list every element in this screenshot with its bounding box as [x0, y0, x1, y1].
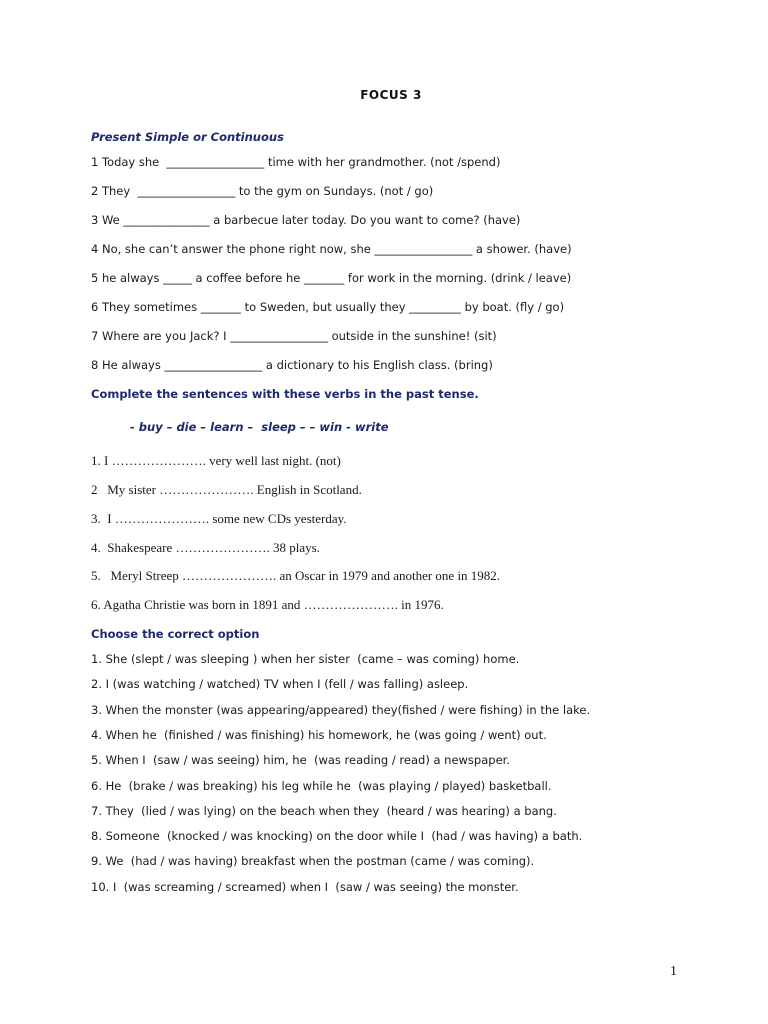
exercise-item: 3 We _______________ a barbecue later today. Do you want to come? (have) — [91, 213, 521, 227]
exercise-item: 6 They sometimes _______ to Sweden, but usually they _________ by boat. (fly / go) — [91, 300, 565, 314]
exercise-item: 5. When I (saw / was seeing) him, he (was reading / read) a newspaper. — [91, 753, 510, 767]
exercise-item: 2. I (was watching / watched) TV when I (fell / was falling) asleep. — [91, 677, 469, 691]
exercise-item: 2 My sister …………………. English in Scotland. — [91, 482, 362, 497]
exercise-item: 6. He (brake / was breaking) his leg while he (was playing / played) basketball. — [91, 779, 552, 793]
exercise-item: 6. Agatha Christie was born in 1891 and …………………. in 1976. — [91, 597, 444, 612]
exercise-item: 8. Someone (knocked / was knocking) on the door while I (had / was having) a bath. — [91, 829, 583, 843]
section-heading-past-tense: Complete the sentences with these verbs in the past tense. — [91, 387, 479, 401]
exercise-item: 7. They (lied / was lying) on the beach when they (heard / was hearing) a bang. — [91, 804, 557, 818]
exercise-item: 1. I …………………. very well last night. (not) — [91, 453, 341, 468]
exercise-item: 9. We (had / was having) breakfast when the postman (came / was coming). — [91, 854, 535, 868]
exercise-item: 10. I (was screaming / screamed) when I (saw / was seeing) the monster. — [91, 880, 519, 894]
verb-list: - buy – die – learn – sleep – – win - write — [130, 420, 389, 434]
page-title: FOCUS 3 — [360, 88, 422, 102]
exercise-item: 7 Where are you Jack? I _________________ outside in the sunshine! (sit) — [91, 329, 497, 343]
exercise-item: 2 They _________________ to the gym on Sundays. (not / go) — [91, 184, 434, 198]
exercise-item: 5 he always _____ a coffee before he _______ for work in the morning. (drink / leave) — [91, 271, 572, 285]
exercise-item: 4 No, she can’t answer the phone right now, she _________________ a shower. (have) — [91, 242, 572, 256]
exercise-item: 8 He always _________________ a dictionary to his English class. (bring) — [91, 358, 493, 372]
page-number: 1 — [670, 964, 677, 979]
exercise-item: 3. I …………………. some new CDs yesterday. — [91, 511, 347, 526]
exercise-item: 4. When he (finished / was finishing) his homework, he (was going / went) out. — [91, 728, 547, 742]
exercise-item: 3. When the monster (was appearing/appeared) they(fished / were fishing) in the lake. — [91, 703, 591, 717]
section-heading-correct-option: Choose the correct option — [91, 627, 260, 641]
exercise-item: 4. Shakespeare …………………. 38 plays. — [91, 540, 320, 555]
exercise-item: 1. She (slept / was sleeping ) when her sister (came – was coming) home. — [91, 652, 520, 666]
exercise-item: 5. Meryl Streep …………………. an Oscar in 1979 and another one in 1982. — [91, 568, 501, 583]
exercise-item: 1 Today she _________________ time with her grandmother. (not /spend) — [91, 155, 501, 169]
section-heading-present-simple: Present Simple or Continuous — [91, 130, 284, 144]
